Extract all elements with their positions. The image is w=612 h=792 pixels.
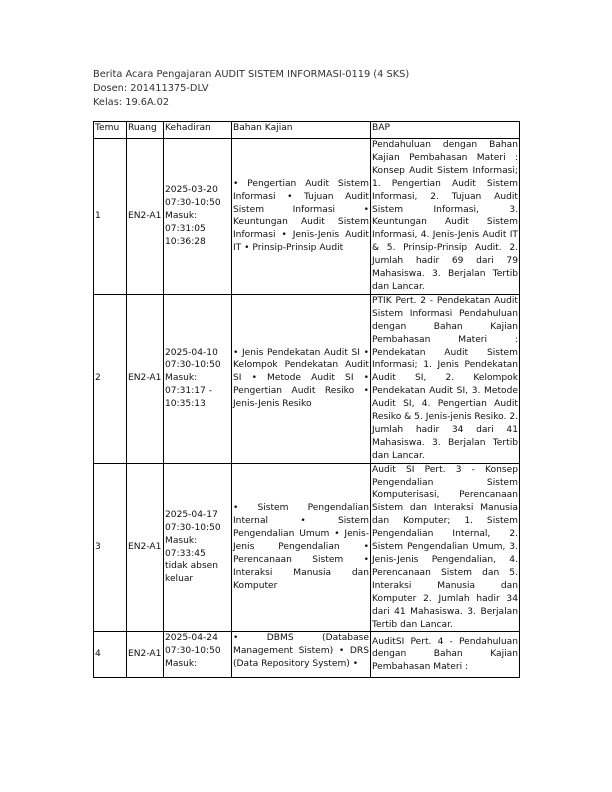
- document-header: [93, 68, 409, 110]
- table-row: [94, 294, 520, 463]
- table-row: [94, 463, 520, 632]
- cell-bap: Pendahuluan dengan Bahan Kajian Pembahasan Materi : Konsep Audit Sistem Informasi; 1. Pengertian Audit Sistem Informasi, 2. Tujuan Audit Sistem Informasi, 3. Keuntungan Audit Sistem Informasi, 4. Jenis-Jenis Audit IT & 5. Prinsip-Prinsip Audit. 2. Jumlah hadir 69 dari 79 Mahasiswa. 3. Berjalan Tertib dan Lancar.: [371, 139, 520, 295]
- col-header-bahan-kajian: Bahan Kajian: [232, 122, 371, 139]
- cell-ruang: EN2-A1: [127, 294, 164, 463]
- col-header-kehadiran: Kehadiran: [164, 122, 232, 139]
- cell-bahan-kajian: • Sistem Pengendalian Internal • Sistem Pengendalian Umum • Jenis-Jenis Pengendalian • Perencanaan Sistem • Interaksi Manusia dan Komputer: [232, 463, 371, 632]
- table-header-row: [94, 122, 520, 139]
- cell-bahan-kajian: • Pengertian Audit Sistem Informasi • Tujuan Audit Sistem Informasi • Keuntungan Audit Sistem Informasi • Jenis-Jenis Audit IT • Prinsip-Prinsip Audit: [232, 139, 371, 295]
- cell-temu: 4: [94, 632, 127, 678]
- cell-temu: 1: [94, 139, 127, 295]
- cell-ruang: EN2-A1: [127, 463, 164, 632]
- cell-bap: PTIK Pert. 2 - Pendekatan Audit Sistem Informasi Pendahuluan dengan Bahan Kajian Pembahasan Materi : Pendekatan Audit Sistem Informasi; 1. Jenis Pendekatan Audit SI, 2. Kelompok Pendekatan Audit SI, 3. Metode Audit SI, 4. Pengertian Audit Resiko & 5. Jenis-jenis Resiko. 2. Jumlah hadir 34 dari 41 Mahasiswa. 3. Berjalan Tertib dan Lancar.: [371, 294, 520, 463]
- table-row: [94, 632, 520, 678]
- col-header-bap: BAP: [371, 122, 520, 139]
- cell-kehadiran: 2025-04-17 07:30-10:50 Masuk: 07:33:45 tidak absen keluar: [164, 463, 232, 632]
- cell-temu: 2: [94, 294, 127, 463]
- cell-bap: Audit SI Pert. 3 - Konsep Pengendalian Sistem Komputerisasi, Perencanaan Sistem dan Interaksi Manusia dan Komputer; 1. Sistem Pengendalian Internal, 2. Sistem Pengendalian Umum, 3. Jenis-Jenis Pengendalian, 4. Perencanaan Sistem dan 5. Interaksi Manusia dan Komputer 2. Jumlah hadir 34 dari 41 Mahasiswa. 3. Berjalan Tertib dan Lancar.: [371, 463, 520, 632]
- cell-ruang: EN2-A1: [127, 632, 164, 678]
- class-name: Kelas: 19.6A.02: [93, 97, 170, 108]
- col-header-temu: Temu: [94, 122, 127, 139]
- col-header-ruang: Ruang: [127, 122, 164, 139]
- cell-ruang: EN2-A1: [127, 139, 164, 295]
- cell-bahan-kajian: • Jenis Pendekatan Audit SI • Kelompok Pendekatan Audit SI • Metode Audit SI • Pengertian Audit Resiko • Jenis-Jenis Resiko: [232, 294, 371, 463]
- cell-kehadiran: 2025-03-20 07:30-10:50 Masuk: 07:31:05 10:36:28: [164, 139, 232, 295]
- cell-bahan-kajian: • DBMS (Database Management Sistem) • DRS (Data Repository System) •: [232, 632, 371, 678]
- cell-kehadiran: 2025-04-24 07:30-10:50 Masuk:: [164, 632, 232, 678]
- teaching-record-table: [93, 121, 520, 678]
- table-row: [94, 139, 520, 295]
- cell-bap: AuditSI Pert. 4 - Pendahuluan dengan Bahan Kajian Pembahasan Materi :: [371, 632, 520, 678]
- lecturer: Dosen: 201411375-DLV: [93, 83, 209, 94]
- cell-kehadiran: 2025-04-10 07:30-10:50 Masuk: 07:31:17 - 10:35:13: [164, 294, 232, 463]
- cell-temu: 3: [94, 463, 127, 632]
- course-title: Berita Acara Pengajaran AUDIT SISTEM INFORMASI-0119 (4 SKS): [93, 69, 410, 80]
